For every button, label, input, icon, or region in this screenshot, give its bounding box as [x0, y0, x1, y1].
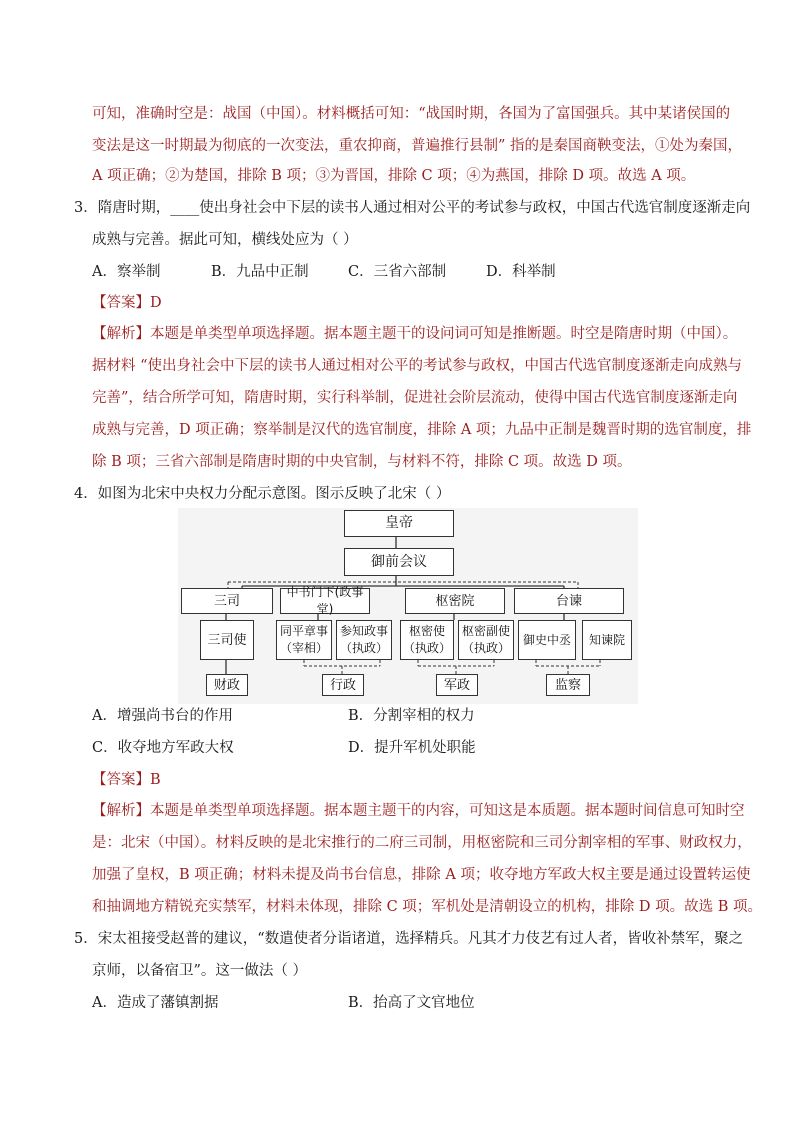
q4-stem: 4．如图为北宋中央权力分配示意图。图示反映了北宋（ ） — [74, 486, 451, 502]
dept-taijian: 台谏 — [514, 588, 624, 614]
official-shumishi — [400, 620, 454, 660]
intro-line-1: 可知，准确时空是：战国（中国）。材料概括可知：“战国时期，各国为了富国强兵。其中某诸侯国的 — [92, 106, 731, 122]
power-administration: 行政 — [322, 674, 364, 696]
q4-analysis-line-3: 加强了皇权，B 项正确；材料未提及尚书台信息，排除 A 项；收夺地方军政大权主要是通过设置转运使 — [92, 867, 751, 883]
official-yushizhongcheng: 御史中丞 — [518, 620, 576, 660]
official-shumifushi — [458, 620, 514, 660]
q5-option-b: B．抬高了文官地位 — [348, 995, 475, 1011]
emperor-box: 皇帝 — [344, 510, 454, 537]
official-role: （宰相） — [279, 641, 328, 655]
q5-stem-line-1: 5．宋太祖接受赵普的建议，“数遣使者分诣诸道，选择精兵。凡其才力伎艺有过人者，皆收补禁军，聚之 — [74, 931, 744, 947]
answer-value: B — [150, 772, 161, 788]
power-finance: 财政 — [206, 674, 248, 696]
official-title: 枢密副使 — [461, 624, 510, 638]
power-structure-diagram — [178, 508, 638, 704]
q4-option-c: C．收夺地方军政大权 — [92, 740, 234, 756]
q4-answer — [92, 770, 161, 790]
official-role: （执政） — [339, 641, 388, 655]
q5-stem-line-2: 京师，以备宿卫”。这一做法（ ） — [92, 963, 308, 979]
analysis-tag: 【解析】 — [92, 326, 150, 342]
official-title: 同平章事 — [279, 624, 328, 638]
q3-analysis-line-2: 据材料 “使出身社会中下层的读书人通过相对公平的考试参与政权，中国古代选官制度逐渐走向成熟与 — [92, 358, 743, 374]
official-tongpingzhangshi — [276, 620, 332, 660]
q4-option-d: D．提升军机处职能 — [348, 740, 476, 756]
q3-stem-line-2: 成熟与完善。据此可知，横线处应为（ ） — [92, 232, 358, 248]
dept-zhongshu: 中书门下(政事堂) — [280, 588, 370, 614]
q3-analysis-line-3: 完善”，结合所学可知，隋唐时期，实行科举制，促进社会阶层流动，使得中国古代选官制度逐渐走向 — [92, 390, 738, 406]
analysis-text: 本题是单类型单项选择题。据本题主题干的设问词可知是推断题。时空是隋唐时期（中国）。 — [150, 326, 738, 342]
q5-option-a: A．造成了藩镇割据 — [92, 995, 219, 1011]
official-title: 枢密使 — [408, 624, 445, 638]
q4-analysis-line-4: 和抽调地方精锐充实禁军，材料未体现，排除 C 项；军机处是清朝设立的机构，排除 D 项。故选 B 项。 — [92, 899, 763, 915]
power-military: 军政 — [436, 674, 478, 696]
official-title: 参知政事 — [339, 624, 388, 638]
official-role: （执政） — [402, 641, 451, 655]
q3-option-b: B．九品中正制 — [211, 264, 309, 280]
q3-stem-line-1: 3．隋唐时期，____使出身社会中下层的读书人通过相对公平的考试参与政权，中国古代选官制度逐渐走向 — [74, 200, 751, 216]
answer-tag: 【答案】 — [92, 295, 150, 311]
q4-option-a: A．增强尚书台的作用 — [92, 708, 233, 724]
dept-sansi: 三司 — [181, 588, 273, 614]
q4-analysis-line-1 — [92, 801, 745, 821]
q4-option-b: B．分割宰相的权力 — [348, 708, 475, 724]
answer-value: D — [150, 295, 162, 311]
power-supervision: 监察 — [546, 674, 590, 696]
intro-line-3: A 项正确；②为楚国，排除 B 项；③为晋国，排除 C 项；④为燕国，排除 D 项。故选 A 项。 — [92, 168, 696, 184]
official-canzhizhengshi — [336, 620, 392, 660]
q3-analysis-line-5: 除 B 项；三省六部制是隋唐时期的中央官制，与材料不符，排除 C 项。故选 D 项。 — [92, 454, 632, 470]
q3-option-c: C．三省六部制 — [348, 264, 447, 280]
council-box: 御前会议 — [344, 548, 454, 576]
answer-tag: 【答案】 — [92, 772, 150, 788]
official-sansishi: 三司使 — [200, 620, 254, 660]
q4-analysis-line-2: 是：北宋（中国）。材料反映的是北宋推行的二府三司制，用枢密院和三司分割宰相的军事、财政权力， — [92, 835, 752, 851]
dept-shumiyuan: 枢密院 — [405, 588, 505, 614]
analysis-tag: 【解析】 — [92, 803, 150, 819]
q3-analysis-line-1 — [92, 324, 737, 344]
analysis-text: 本题是单类型单项选择题。据本题主题干的内容，可知这是本质题。据本题时间信息可知时空 — [150, 803, 745, 819]
q3-option-a: A．察举制 — [92, 264, 161, 280]
intro-line-2: 变法是这一时期最为彻底的一次变法，重农抑商，普遍推行县制” 指的是秦国商鞅变法，①处为秦国， — [92, 138, 743, 154]
official-role: （执政） — [461, 641, 510, 655]
q3-analysis-line-4: 成熟与完善，D 项正确；察举制是汉代的选官制度，排除 A 项；九品中正制是魏晋时期的选官制度，排 — [92, 422, 752, 438]
q3-option-d: D．科举制 — [486, 264, 556, 280]
official-zhijianyuan: 知谏院 — [582, 620, 632, 660]
q3-answer — [92, 293, 162, 313]
